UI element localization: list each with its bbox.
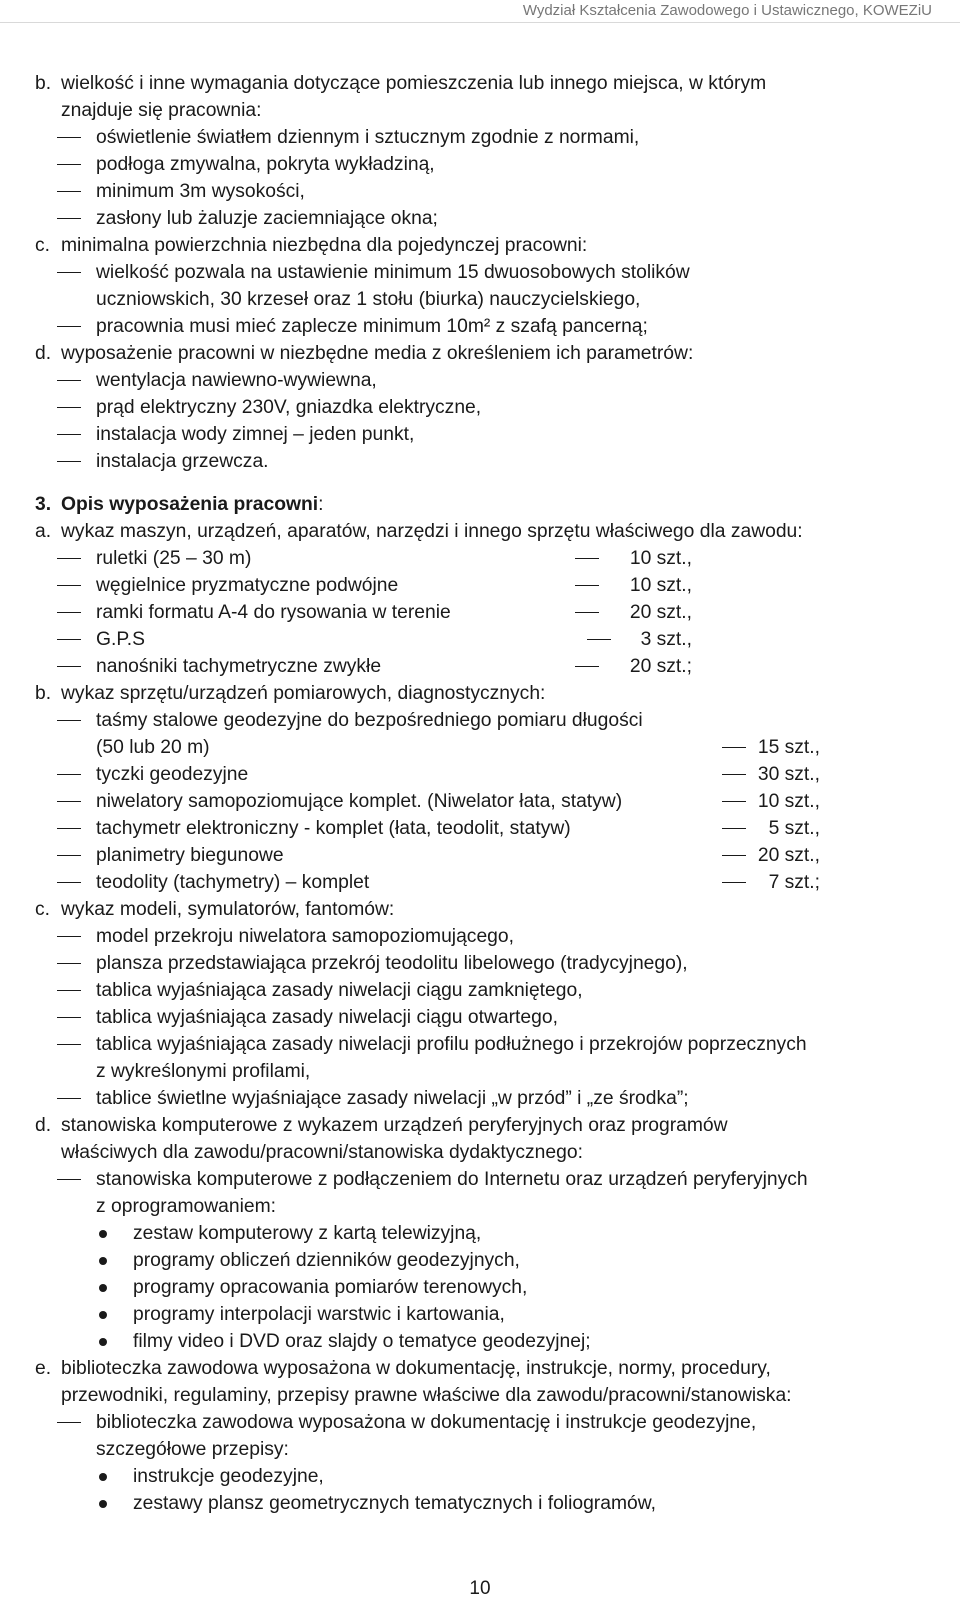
list-item (0, 1058, 960, 1085)
list-text: biblioteczka zawodowa wyposażona w dokumentację i instrukcje geodezyjne, (96, 1412, 757, 1433)
list-marker: d. (35, 343, 52, 364)
dash-marker (57, 666, 81, 667)
bullet-text: instrukcje geodezyjne, (133, 1466, 324, 1487)
bullet-item (0, 1463, 960, 1490)
equipment-qty: 10 szt., (629, 548, 692, 569)
equipment-name: planimetry biegunowe (96, 845, 284, 866)
list-item (0, 259, 960, 286)
bullet-icon (99, 1257, 107, 1265)
list-item (0, 151, 960, 178)
section-heading (0, 491, 960, 518)
bullet-text: programy opracowania pomiarów terenowych, (133, 1277, 528, 1298)
equipment-name: węgielnice pryzmatyczne podwójne (96, 575, 399, 596)
dash-marker (57, 801, 81, 802)
bullet-item (0, 1490, 960, 1517)
equipment-qty: 20 szt., (629, 602, 692, 623)
dash-marker (57, 963, 81, 964)
equipment-row (0, 653, 960, 680)
list-text: szczegółowe przepisy: (96, 1439, 289, 1460)
equipment-qty: 15 szt., (757, 737, 820, 758)
dash-marker (57, 164, 81, 165)
section-title-colon: : (318, 494, 324, 515)
dash-marker (57, 380, 81, 381)
bullet-icon (99, 1473, 107, 1481)
dash-marker (57, 720, 81, 721)
list-text: wentylacja nawiewno-wywiewna, (96, 370, 377, 391)
dash-marker (57, 855, 81, 856)
dash-marker (575, 585, 599, 586)
bullet-item (0, 1274, 960, 1301)
bullet-text: zestaw komputerowy z kartą telewizyjną, (133, 1223, 482, 1244)
list-text: z oprogramowaniem: (96, 1196, 277, 1217)
list-text: pracownia musi mieć zaplecze minimum 10m² z szafą pancerną; (96, 316, 648, 337)
equipment-name: teodolity (tachymetry) – komplet (96, 872, 370, 893)
bullet-text: zestawy plansz geometrycznych tematycznych i foliogramów, (133, 1493, 656, 1514)
equipment-name: tachymetr elektroniczny - komplet (łata, teodolit, statyw) (96, 818, 571, 839)
equipment-name: ramki formatu A-4 do rysowania w terenie (96, 602, 451, 623)
list-text: tablica wyjaśniająca zasady niwelacji ciągu otwartego, (96, 1007, 558, 1028)
paragraph-line: minimalna powierzchnia niezbędna dla pojedynczej pracowni: (61, 235, 588, 256)
list-text: model przekroju niwelatora samopoziomującego, (96, 926, 514, 947)
equipment-qty: 5 szt., (768, 818, 820, 839)
page-number: 10 (469, 1578, 491, 1599)
list-item (0, 421, 960, 448)
equipment-qty: 3 szt., (640, 629, 692, 650)
bullet-text: programy interpolacji warstwic i kartowania, (133, 1304, 505, 1325)
list-item (0, 1112, 960, 1139)
page-header (0, 0, 960, 23)
list-text: stanowiska komputerowe z podłączeniem do Internetu oraz urządzeń peryferyjnych (96, 1169, 808, 1190)
list-text: plansza przedstawiająca przekrój teodolitu libelowego (tradycyjnego), (96, 953, 688, 974)
bullet-icon (99, 1284, 107, 1292)
list-text: zasłony lub żaluzje zaciemniające okna; (96, 208, 438, 229)
list-item (0, 1166, 960, 1193)
list-text: instalacja grzewcza. (96, 451, 269, 472)
equipment-name: nanośniki tachymetryczne zwykłe (96, 656, 382, 677)
list-item (0, 394, 960, 421)
dash-marker (57, 774, 81, 775)
paragraph-line: wyposażenie pracowni w niezbędne media z określeniem ich parametrów: (61, 343, 694, 364)
list-text: prąd elektryczny 230V, gniazdka elektryczne, (96, 397, 482, 418)
paragraph-line: przewodniki, regulaminy, przepisy prawne właściwe dla zawodu/pracowni/stanowiska: (61, 1385, 792, 1406)
list-text: tablice świetlne wyjaśniające zasady niwelacji „w przód” i „ze środka”; (96, 1088, 689, 1109)
bullet-item (0, 1301, 960, 1328)
list-item (0, 1139, 960, 1166)
list-item (0, 97, 960, 124)
list-item (0, 124, 960, 151)
equipment-row (0, 734, 960, 761)
list-item (0, 518, 960, 545)
list-item (0, 1382, 960, 1409)
equipment-row (0, 626, 960, 653)
paragraph-line: właściwych dla zawodu/pracowni/stanowiska dydaktycznego: (61, 1142, 583, 1163)
list-item (0, 1193, 960, 1220)
equipment-row (0, 572, 960, 599)
dash-marker (57, 612, 81, 613)
dash-marker (57, 1017, 81, 1018)
equipment-row (0, 545, 960, 572)
list-text: tablica wyjaśniająca zasady niwelacji profilu podłużnego i przekrojów poprzecznych (96, 1034, 807, 1055)
dash-marker (575, 666, 599, 667)
list-item (0, 367, 960, 394)
list-item (0, 1004, 960, 1031)
dash-marker (57, 461, 81, 462)
dash-marker (57, 434, 81, 435)
equipment-qty: 10 szt., (757, 791, 820, 812)
paragraph-line: wykaz maszyn, urządzeń, aparatów, narzędzi i innego sprzętu właściwego dla zawodu: (61, 521, 803, 542)
list-item (0, 1031, 960, 1058)
list-marker: b. (35, 683, 52, 704)
list-item (0, 448, 960, 475)
list-marker: e. (35, 1358, 52, 1379)
section-title: Opis wyposażenia pracowni (61, 494, 319, 515)
list-item (0, 1409, 960, 1436)
equipment-row (0, 815, 960, 842)
dash-marker (57, 1422, 81, 1423)
list-marker: b. (35, 73, 52, 94)
dash-marker (57, 218, 81, 219)
dash-marker (57, 585, 81, 586)
dash-marker (575, 558, 599, 559)
list-marker: c. (35, 235, 50, 256)
dash-marker (57, 639, 81, 640)
list-item (0, 1436, 960, 1463)
equipment-row (0, 788, 960, 815)
equipment-row (0, 869, 960, 896)
equipment-name: G.P.S (96, 629, 145, 650)
dash-marker (57, 828, 81, 829)
list-text: wielkość pozwala na ustawienie minimum 15 dwuosobowych stolików (96, 262, 690, 283)
list-item (0, 205, 960, 232)
paragraph-line: znajduje się pracownia: (61, 100, 262, 121)
list-item (0, 1355, 960, 1382)
equipment-qty: 7 szt.; (768, 872, 820, 893)
paragraph-line: biblioteczka zawodowa wyposażona w dokumentację, instrukcje, normy, procedury, (61, 1358, 771, 1379)
bullet-item (0, 1328, 960, 1355)
list-item (0, 286, 960, 313)
dash-marker (575, 612, 599, 613)
equipment-name: taśmy stalowe geodezyjne do bezpośredniego pomiaru długości (96, 710, 643, 731)
equipment-row (0, 599, 960, 626)
paragraph-line: wykaz sprzętu/urządzeń pomiarowych, diagnostycznych: (61, 683, 546, 704)
bullet-icon (99, 1500, 107, 1508)
list-item (0, 680, 960, 707)
dash-marker (57, 882, 81, 883)
list-item (0, 70, 960, 97)
list-item (0, 950, 960, 977)
equipment-row (0, 707, 960, 734)
dash-marker (57, 272, 81, 273)
dash-marker (57, 326, 81, 327)
equipment-name: tyczki geodezyjne (96, 764, 249, 785)
bullet-item (0, 1247, 960, 1274)
list-item (0, 232, 960, 259)
list-text: z wykreślonymi profilami, (96, 1061, 311, 1082)
dash-marker (57, 137, 81, 138)
list-text: uczniowskich, 30 krzeseł oraz 1 stołu (biurka) nauczycielskiego, (96, 289, 641, 310)
equipment-row (0, 842, 960, 869)
dash-marker (57, 407, 81, 408)
dash-marker (57, 1179, 81, 1180)
bullet-text: filmy video i DVD oraz slajdy o tematyce geodezyjnej; (133, 1331, 591, 1352)
dash-marker (57, 191, 81, 192)
dash-marker (57, 1044, 81, 1045)
dash-marker (57, 558, 81, 559)
list-text: tablica wyjaśniająca zasady niwelacji ciągu zamkniętego, (96, 980, 583, 1001)
dash-marker (57, 990, 81, 991)
equipment-name-cont: (50 lub 20 m) (96, 737, 210, 758)
equipment-qty: 20 szt., (757, 845, 820, 866)
list-item (0, 923, 960, 950)
list-item (0, 896, 960, 923)
paragraph-line: stanowiska komputerowe z wykazem urządzeń peryferyjnych oraz programów (61, 1115, 728, 1136)
equipment-row (0, 761, 960, 788)
bullet-icon (99, 1311, 107, 1319)
list-marker: c. (35, 899, 50, 920)
equipment-qty: 10 szt., (629, 575, 692, 596)
equipment-name: ruletki (25 – 30 m) (96, 548, 252, 569)
bullet-icon (99, 1338, 107, 1346)
list-item (0, 340, 960, 367)
list-marker: a. (35, 521, 52, 542)
equipment-qty: 20 szt.; (629, 656, 692, 677)
list-text: oświetlenie światłem dziennym i sztucznym zgodnie z normami, (96, 127, 640, 148)
equipment-name: niwelatory samopoziomujące komplet. (Niwelator łata, statyw) (96, 791, 623, 812)
paragraph-line: wielkość i inne wymagania dotyczące pomieszczenia lub innego miejsca, w którym (61, 73, 767, 94)
list-marker: d. (35, 1115, 52, 1136)
list-item (0, 178, 960, 205)
dash-marker (57, 936, 81, 937)
equipment-qty: 30 szt., (757, 764, 820, 785)
list-item (0, 977, 960, 1004)
list-text: minimum 3m wysokości, (96, 181, 305, 202)
header-title: Wydział Kształcenia Zawodowego i Ustawicznego, KOWEZiU (522, 2, 932, 19)
bullet-text: programy obliczeń dzienników geodezyjnych, (133, 1250, 520, 1271)
list-item (0, 1085, 960, 1112)
list-text: podłoga zmywalna, pokryta wykładziną, (96, 154, 435, 175)
list-item (0, 313, 960, 340)
section-title-wrap (61, 491, 324, 518)
dash-marker (57, 1098, 81, 1099)
section-number: 3. (35, 494, 52, 515)
paragraph-line: wykaz modeli, symulatorów, fantomów: (61, 899, 395, 920)
list-text: instalacja wody zimnej – jeden punkt, (96, 424, 415, 445)
bullet-item (0, 1220, 960, 1247)
bullet-icon (99, 1230, 107, 1238)
